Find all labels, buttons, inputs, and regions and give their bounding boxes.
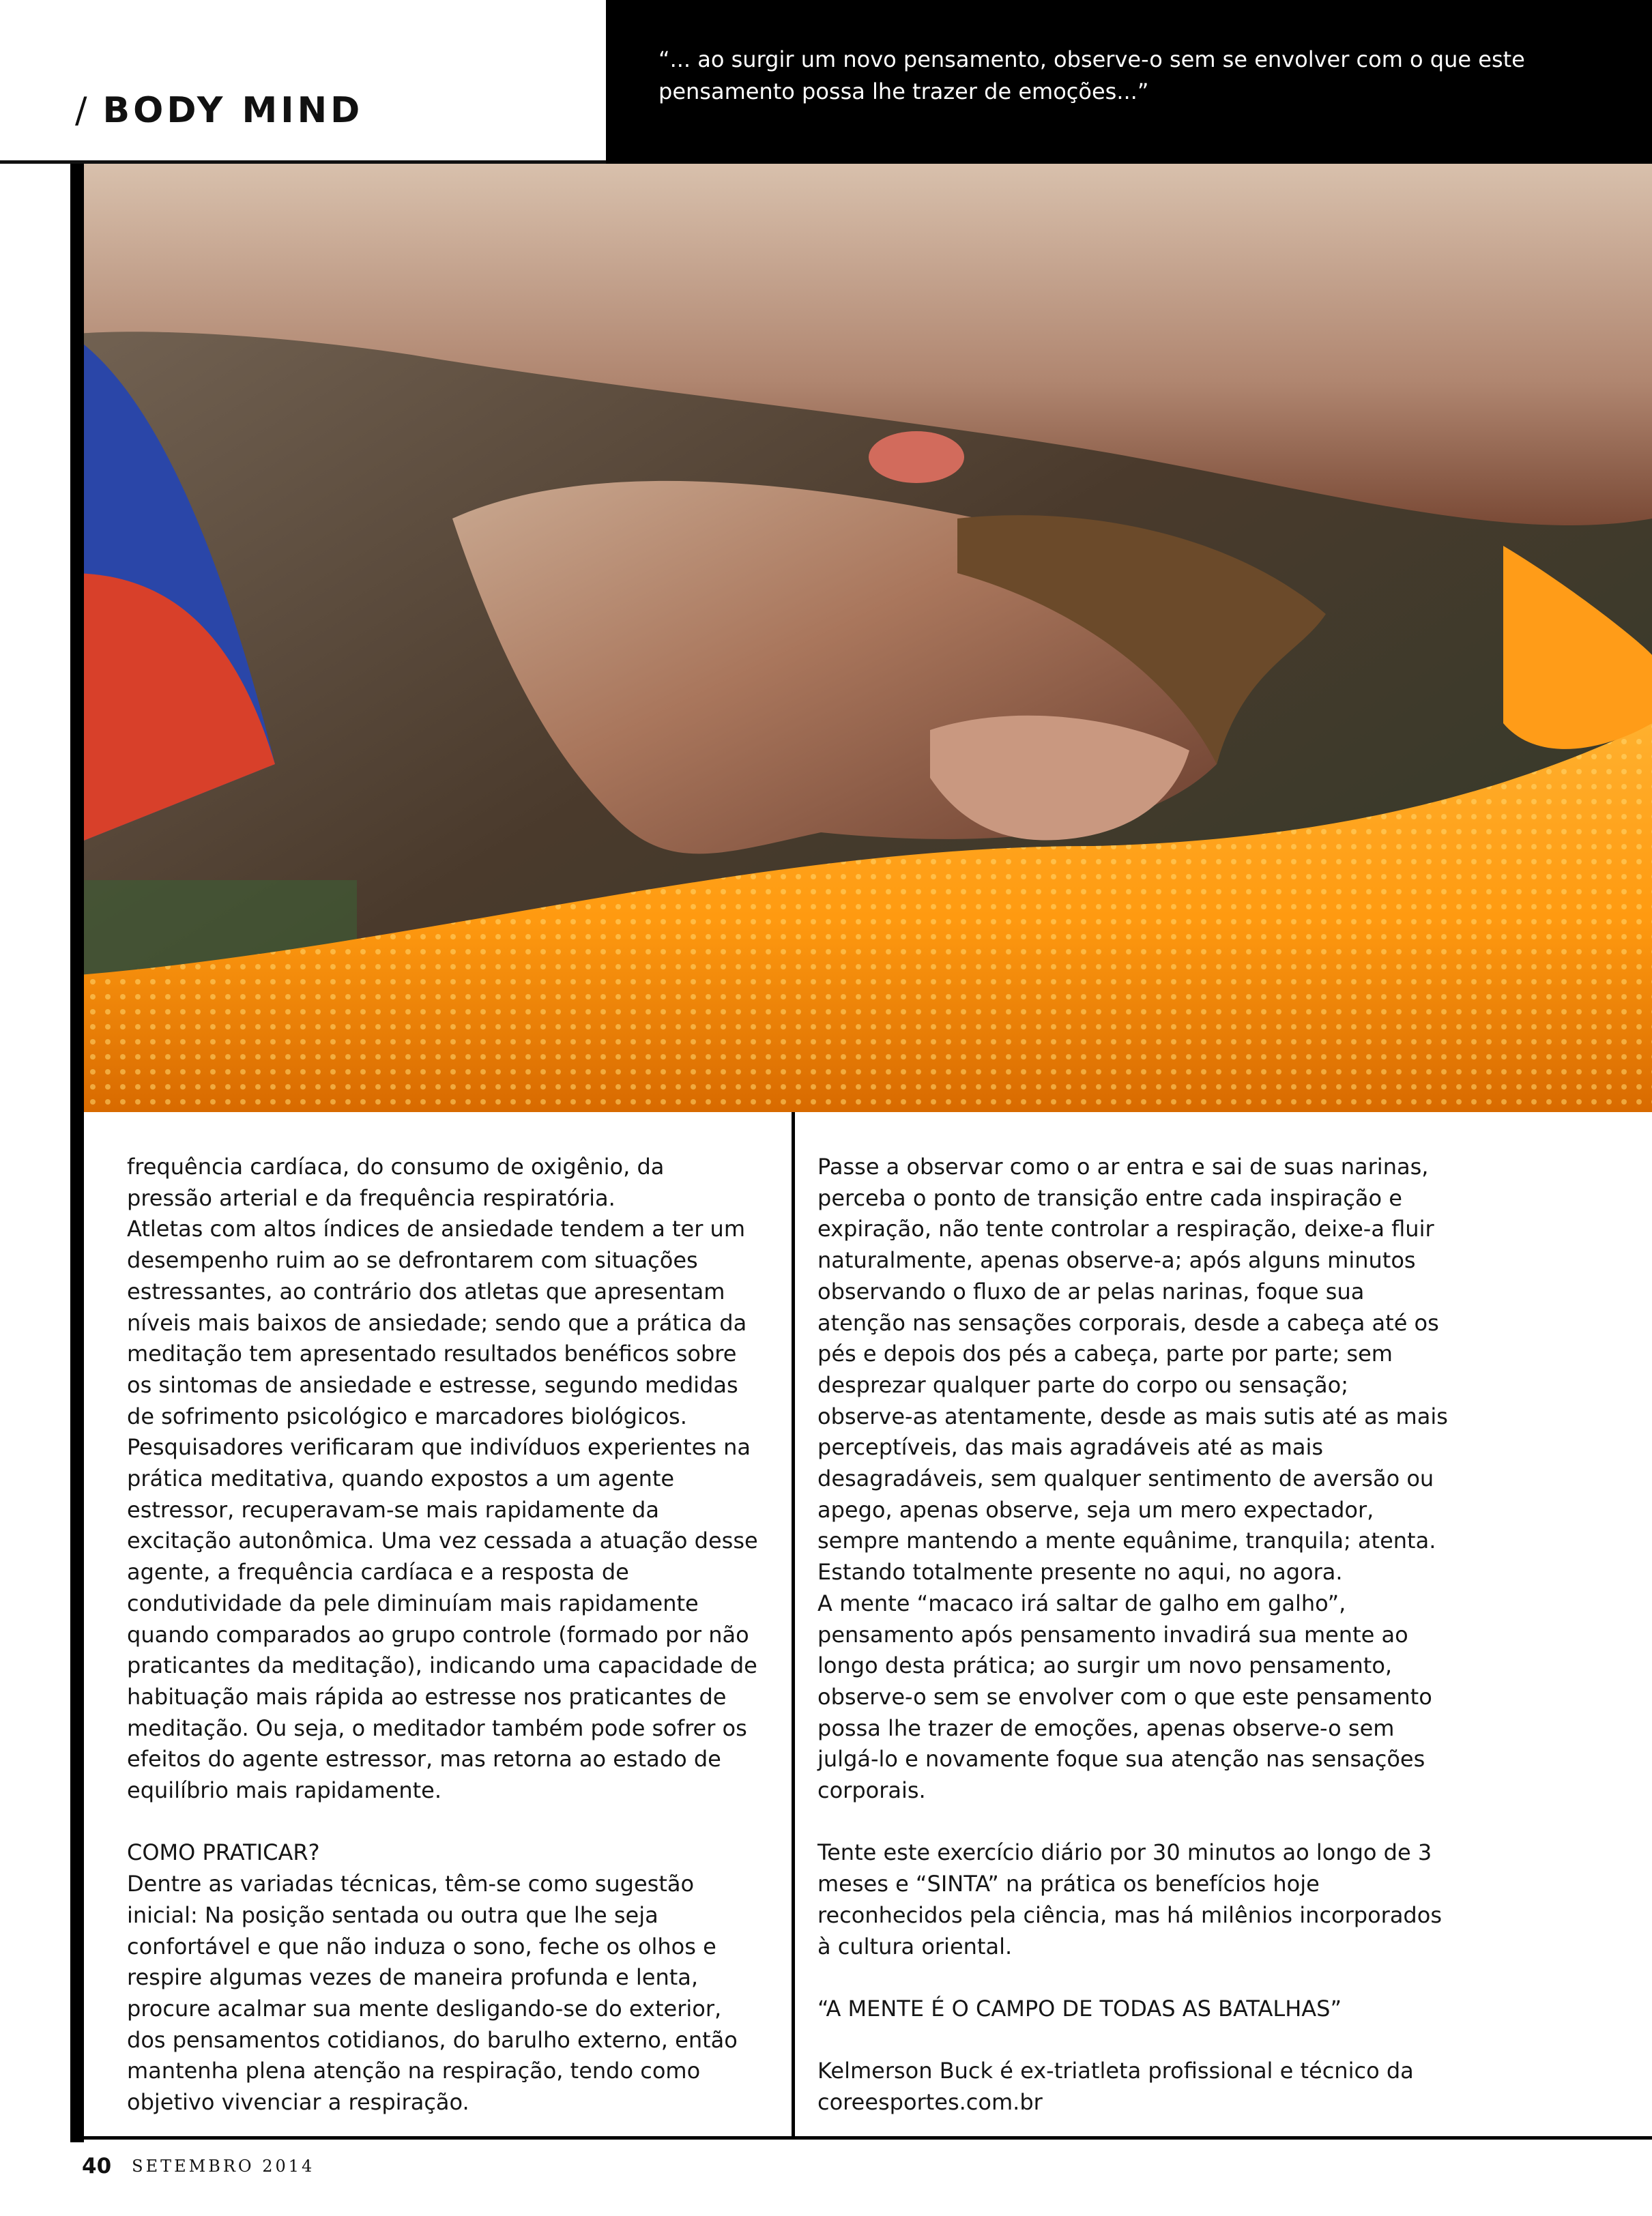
page-footer xyxy=(82,2154,315,2178)
text-line: Estando totalmente presente no aqui, no agora. xyxy=(817,1559,1343,1586)
subheading: COMO PRATICAR? xyxy=(127,1839,320,1866)
section-slash: / xyxy=(75,90,91,131)
text-line: de sofrimento psicológico e marcadores biológicos. xyxy=(127,1403,687,1429)
text-line: desagradáveis, sem qualquer sentimento de aversão ou xyxy=(817,1466,1434,1492)
text-line: longo desta prática; ao surgir um novo pensamento, xyxy=(817,1652,1393,1679)
text-line: Pesquisadores verificaram que indivíduos experientes na xyxy=(127,1434,751,1461)
text-line: expiração, não tente controlar a respiração, deixe-a fluir xyxy=(817,1216,1434,1242)
text-line: praticantes da meditação), indicando uma capacidade de xyxy=(127,1652,757,1679)
pull-quote-line: “... ao surgir um novo pensamento, observe-o sem se envolver com o que este xyxy=(658,46,1525,72)
text-line: dos pensamentos cotidianos, do barulho externo, então xyxy=(127,2026,738,2053)
text-line: níveis mais baixos de ansiedade; sendo que a prática da xyxy=(127,1309,747,1336)
athlete-photo xyxy=(70,164,1652,1112)
article-column-right xyxy=(817,1152,1500,2118)
pull-quote-line: pensamento possa lhe trazer de emoções...” xyxy=(658,78,1149,104)
page-number: 40 xyxy=(82,2154,112,2178)
paragraph-gap xyxy=(817,1962,1500,1994)
paragraph-gap xyxy=(817,1807,1500,1838)
text-line: meses e “SINTA” na prática os benefícios hoje xyxy=(817,1871,1320,1897)
paragraph-gap xyxy=(127,1807,775,1838)
text-line: inicial: Na posição sentada ou outra que lhe seja xyxy=(127,1901,658,1928)
text-line: desprezar qualquer parte do corpo ou sensação; xyxy=(817,1371,1349,1398)
text-line: sempre mantendo a mente equânime, tranquila; atenta. xyxy=(817,1528,1436,1554)
text-line: pés e depois dos pés a cabeça, parte por parte; sem xyxy=(817,1341,1393,1367)
author-link[interactable]: coreesportes.com.br xyxy=(817,2089,1043,2116)
text-line: meditação tem apresentado resultados benéficos sobre xyxy=(127,1341,737,1367)
text-line: estressantes, ao contrário dos atletas que apresentam xyxy=(127,1278,725,1304)
left-vertical-rule xyxy=(70,164,84,2142)
text-line: Tente este exercício diário por 30 minutos ao longo de 3 xyxy=(817,1839,1432,1866)
paragraph-gap xyxy=(817,2025,1500,2056)
header-section-box xyxy=(0,0,606,164)
text-line: atenção nas sensações corporais, desde a cabeça até os xyxy=(817,1309,1439,1336)
text-line: à cultura oriental. xyxy=(817,1933,1013,1959)
text-line: A mente “macaco irá saltar de galho em galho”, xyxy=(817,1590,1346,1616)
text-line: excitação autonômica. Uma vez cessada a atuação desse xyxy=(127,1528,758,1554)
text-line: equilíbrio mais rapidamente. xyxy=(127,1777,442,1804)
text-line: procure acalmar sua mente desligando-se do exterior, xyxy=(127,1995,722,2022)
text-line: confortável e que não induza o sono, feche os olhos e xyxy=(127,1933,716,1959)
text-line: estressor, recuperavam-se mais rapidamente da xyxy=(127,1496,659,1523)
text-line: quando comparados ao grupo controle (formado por não xyxy=(127,1621,749,1648)
text-line: perceba o ponto de transição entre cada inspiração e xyxy=(817,1184,1402,1211)
text-line: julgá-lo e novamente foque sua atenção nas sensações xyxy=(817,1746,1425,1773)
column-divider xyxy=(792,1112,795,2139)
text-line: naturalmente, apenas observe-a; após alguns minutos xyxy=(817,1247,1416,1274)
pull-quote xyxy=(658,44,1566,108)
text-line: Dentre as variadas técnicas, têm-se como sugestão xyxy=(127,1871,695,1897)
section-title xyxy=(75,90,363,131)
text-line: observando o fluxo de ar pelas narinas, foque sua xyxy=(817,1278,1365,1304)
text-line: efeitos do agente estressor, mas retorna ao estado de xyxy=(127,1746,721,1773)
text-line: agente, a frequência cardíaca e a resposta de xyxy=(127,1559,629,1586)
text-line: observe-as atentamente, desde as mais sutis até as mais xyxy=(817,1403,1448,1429)
text-line: pensamento após pensamento invadirá sua mente ao xyxy=(817,1621,1408,1648)
athlete-photo-illustration xyxy=(70,164,1652,1112)
text-line: frequência cardíaca, do consumo de oxigênio, da xyxy=(127,1154,665,1180)
issue-date: SETEMBRO 2014 xyxy=(132,2157,315,2176)
text-line: objetivo vivenciar a respiração. xyxy=(127,2089,469,2116)
text-line: desempenho ruim ao se defrontarem com situações xyxy=(127,1247,698,1274)
text-line: Atletas com altos índices de ansiedade tendem a ter um xyxy=(127,1216,745,1242)
text-line: apego, apenas observe, seja um mero expectador, xyxy=(817,1496,1374,1523)
text-line: condutividade da pele diminuíam mais rapidamente xyxy=(127,1590,699,1616)
article-column-left xyxy=(127,1152,775,2118)
text-line: habituação mais rápida ao estresse nos praticantes de xyxy=(127,1683,727,1710)
text-line: perceptíveis, das mais agradáveis até as mais xyxy=(817,1434,1324,1461)
text-line: possa lhe trazer de emoções, apenas observe-o sem xyxy=(817,1715,1395,1741)
text-line: prática meditativa, quando expostos a um agente xyxy=(127,1466,675,1492)
section-title-text: BODY MIND xyxy=(102,90,364,131)
text-line: corporais. xyxy=(817,1777,926,1804)
text-line: meditação. Ou seja, o meditador também pode sofrer os xyxy=(127,1715,747,1741)
text-line: Passe a observar como o ar entra e sai de suas narinas, xyxy=(817,1154,1429,1180)
text-line: respire algumas vezes de maneira profunda e lenta, xyxy=(127,1964,699,1991)
closing-quote: “A MENTE É O CAMPO DE TODAS AS BATALHAS” xyxy=(817,1995,1342,2022)
text-line: os sintomas de ansiedade e estresse, segundo medidas xyxy=(127,1371,738,1398)
bottom-rule xyxy=(70,2136,1652,2140)
text-line: reconhecidos pela ciência, mas há milênios incorporados xyxy=(817,1901,1442,1928)
author-bio: Kelmerson Buck é ex-triatleta profissional e técnico da xyxy=(817,2058,1414,2084)
text-line: mantenha plena atenção na respiração, tendo como xyxy=(127,2058,701,2084)
text-line: observe-o sem se envolver com o que este pensamento xyxy=(817,1683,1432,1710)
text-line: pressão arterial e da frequência respiratória. xyxy=(127,1184,615,1211)
